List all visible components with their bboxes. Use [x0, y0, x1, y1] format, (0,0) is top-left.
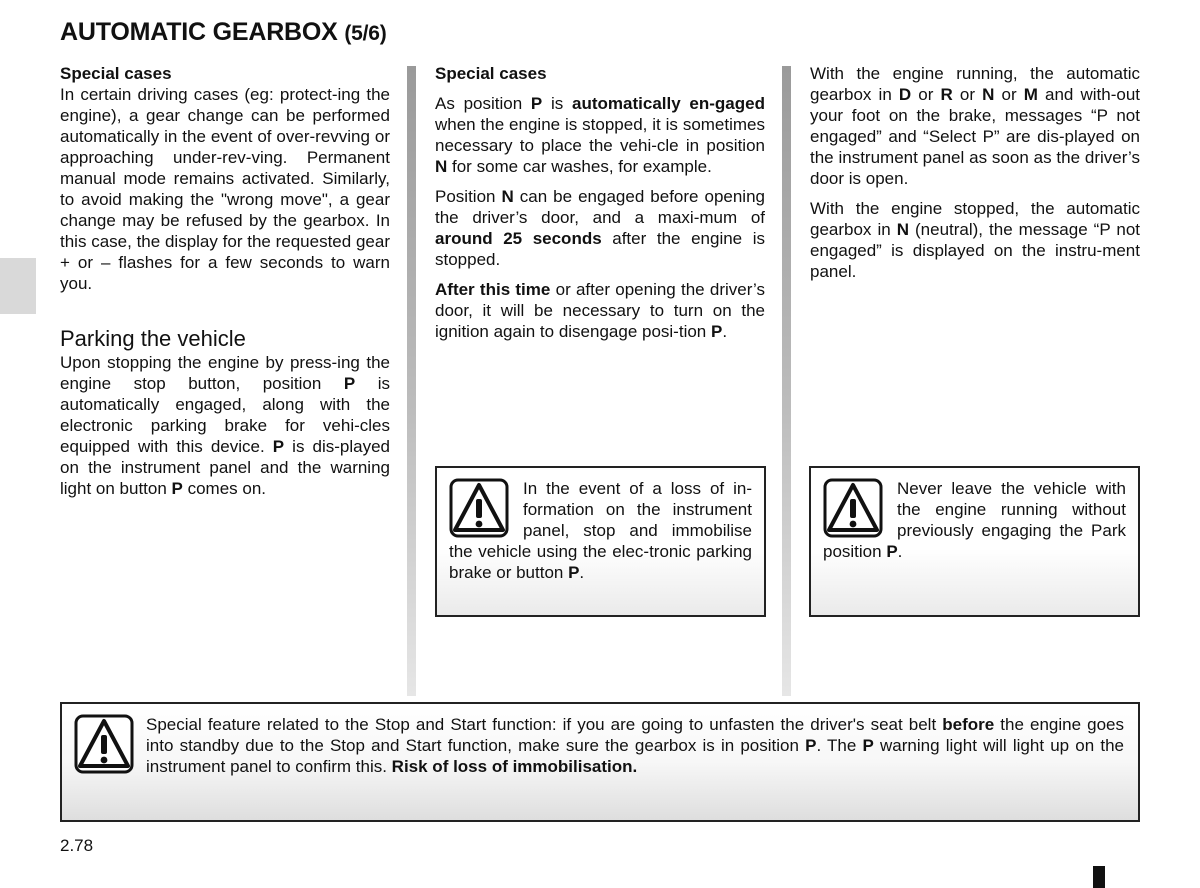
column-divider-2	[782, 66, 791, 696]
column-3-paragraph-2: With the engine stopped, the automatic gearbox in N (neutral), the message “P not engaged” is displayed on the instru-ment panel.	[810, 199, 1141, 281]
warning-triangle-icon	[449, 478, 509, 538]
column-1	[60, 63, 390, 499]
warning-triangle-icon	[823, 478, 883, 538]
parking-text: Upon stopping the engine by press-ing the engine stop button, position P is automatically engaged, along with the electronic parking brake for vehi-cles equipped with this device. P is dis-played on the instrument panel and the warning light on button P comes on.	[60, 353, 390, 498]
special-cases-text: In certain driving cases (eg: protect-ing the engine), a gear change can be performed automatically in the event of over-revving or approaching under-rev-ving. Permanent manual mode remains activated. Similarly, to avoid making the "wrong move", a gear change may be refused by the gearbox. In this case, the display for the requested gear + or – flashes for a few seconds to warn you.	[60, 85, 390, 293]
warning-text-park-position: Never leave the vehicle with the engine running without previously engaging the Park position P.	[823, 479, 1126, 561]
warning-box-instrument-panel	[435, 466, 766, 617]
warning-box-park-position	[809, 466, 1140, 617]
column-2-paragraph-2: Position N can be engaged before opening the driver’s door, and a maxi-mum of around 25 seconds after the engine is stopped.	[435, 187, 765, 269]
special-cases-heading: Special cases	[60, 64, 172, 83]
warning-text-instrument-panel: In the event of a loss of in-formation on the instrument panel, stop and immobilise the vehicle using the elec-tronic parking brake or button P.	[449, 479, 752, 582]
column-divider-1	[407, 66, 416, 696]
page-number: 2.78	[60, 836, 94, 855]
column-3-paragraph-1: With the engine running, the automatic gearbox in D or R or N or M and with-out your foot on the brake, messages “P not engaged” and “Select P” are dis-played on the instrument panel as soon as the driver’s door is open.	[810, 64, 1140, 188]
section-tab-marker	[0, 258, 36, 314]
column-2-paragraph-1: As position P is automatically en-gaged when the engine is stopped, it is sometimes necessary to place the vehi-cle in position N for some car washes, for example.	[435, 94, 765, 176]
page-edge-marker	[1093, 866, 1105, 888]
special-cases-heading-2: Special cases	[435, 64, 547, 83]
column-2	[435, 63, 765, 342]
title-part: (5/6)	[344, 22, 387, 45]
warning-text-stop-start: Special feature related to the Stop and Start function: if you are going to unfasten the driver's seat belt before the engine goes into standby due to the Stop and Start function, make sure the gearbox is in position P. The P warning light will light up on the instrument panel to confirm this. Risk of loss of immobilisation.	[146, 715, 1124, 776]
title-text: AUTOMATIC GEARBOX	[60, 18, 338, 46]
page-title	[60, 18, 387, 47]
warning-box-stop-start	[60, 702, 1140, 822]
column-2-paragraph-3: After this time or after opening the driver’s door, it will be necessary to turn on the ignition again to disengage posi-tion P.	[435, 280, 765, 341]
parking-heading: Parking the vehicle	[60, 326, 246, 351]
warning-triangle-icon	[74, 714, 134, 774]
column-3	[810, 63, 1140, 282]
